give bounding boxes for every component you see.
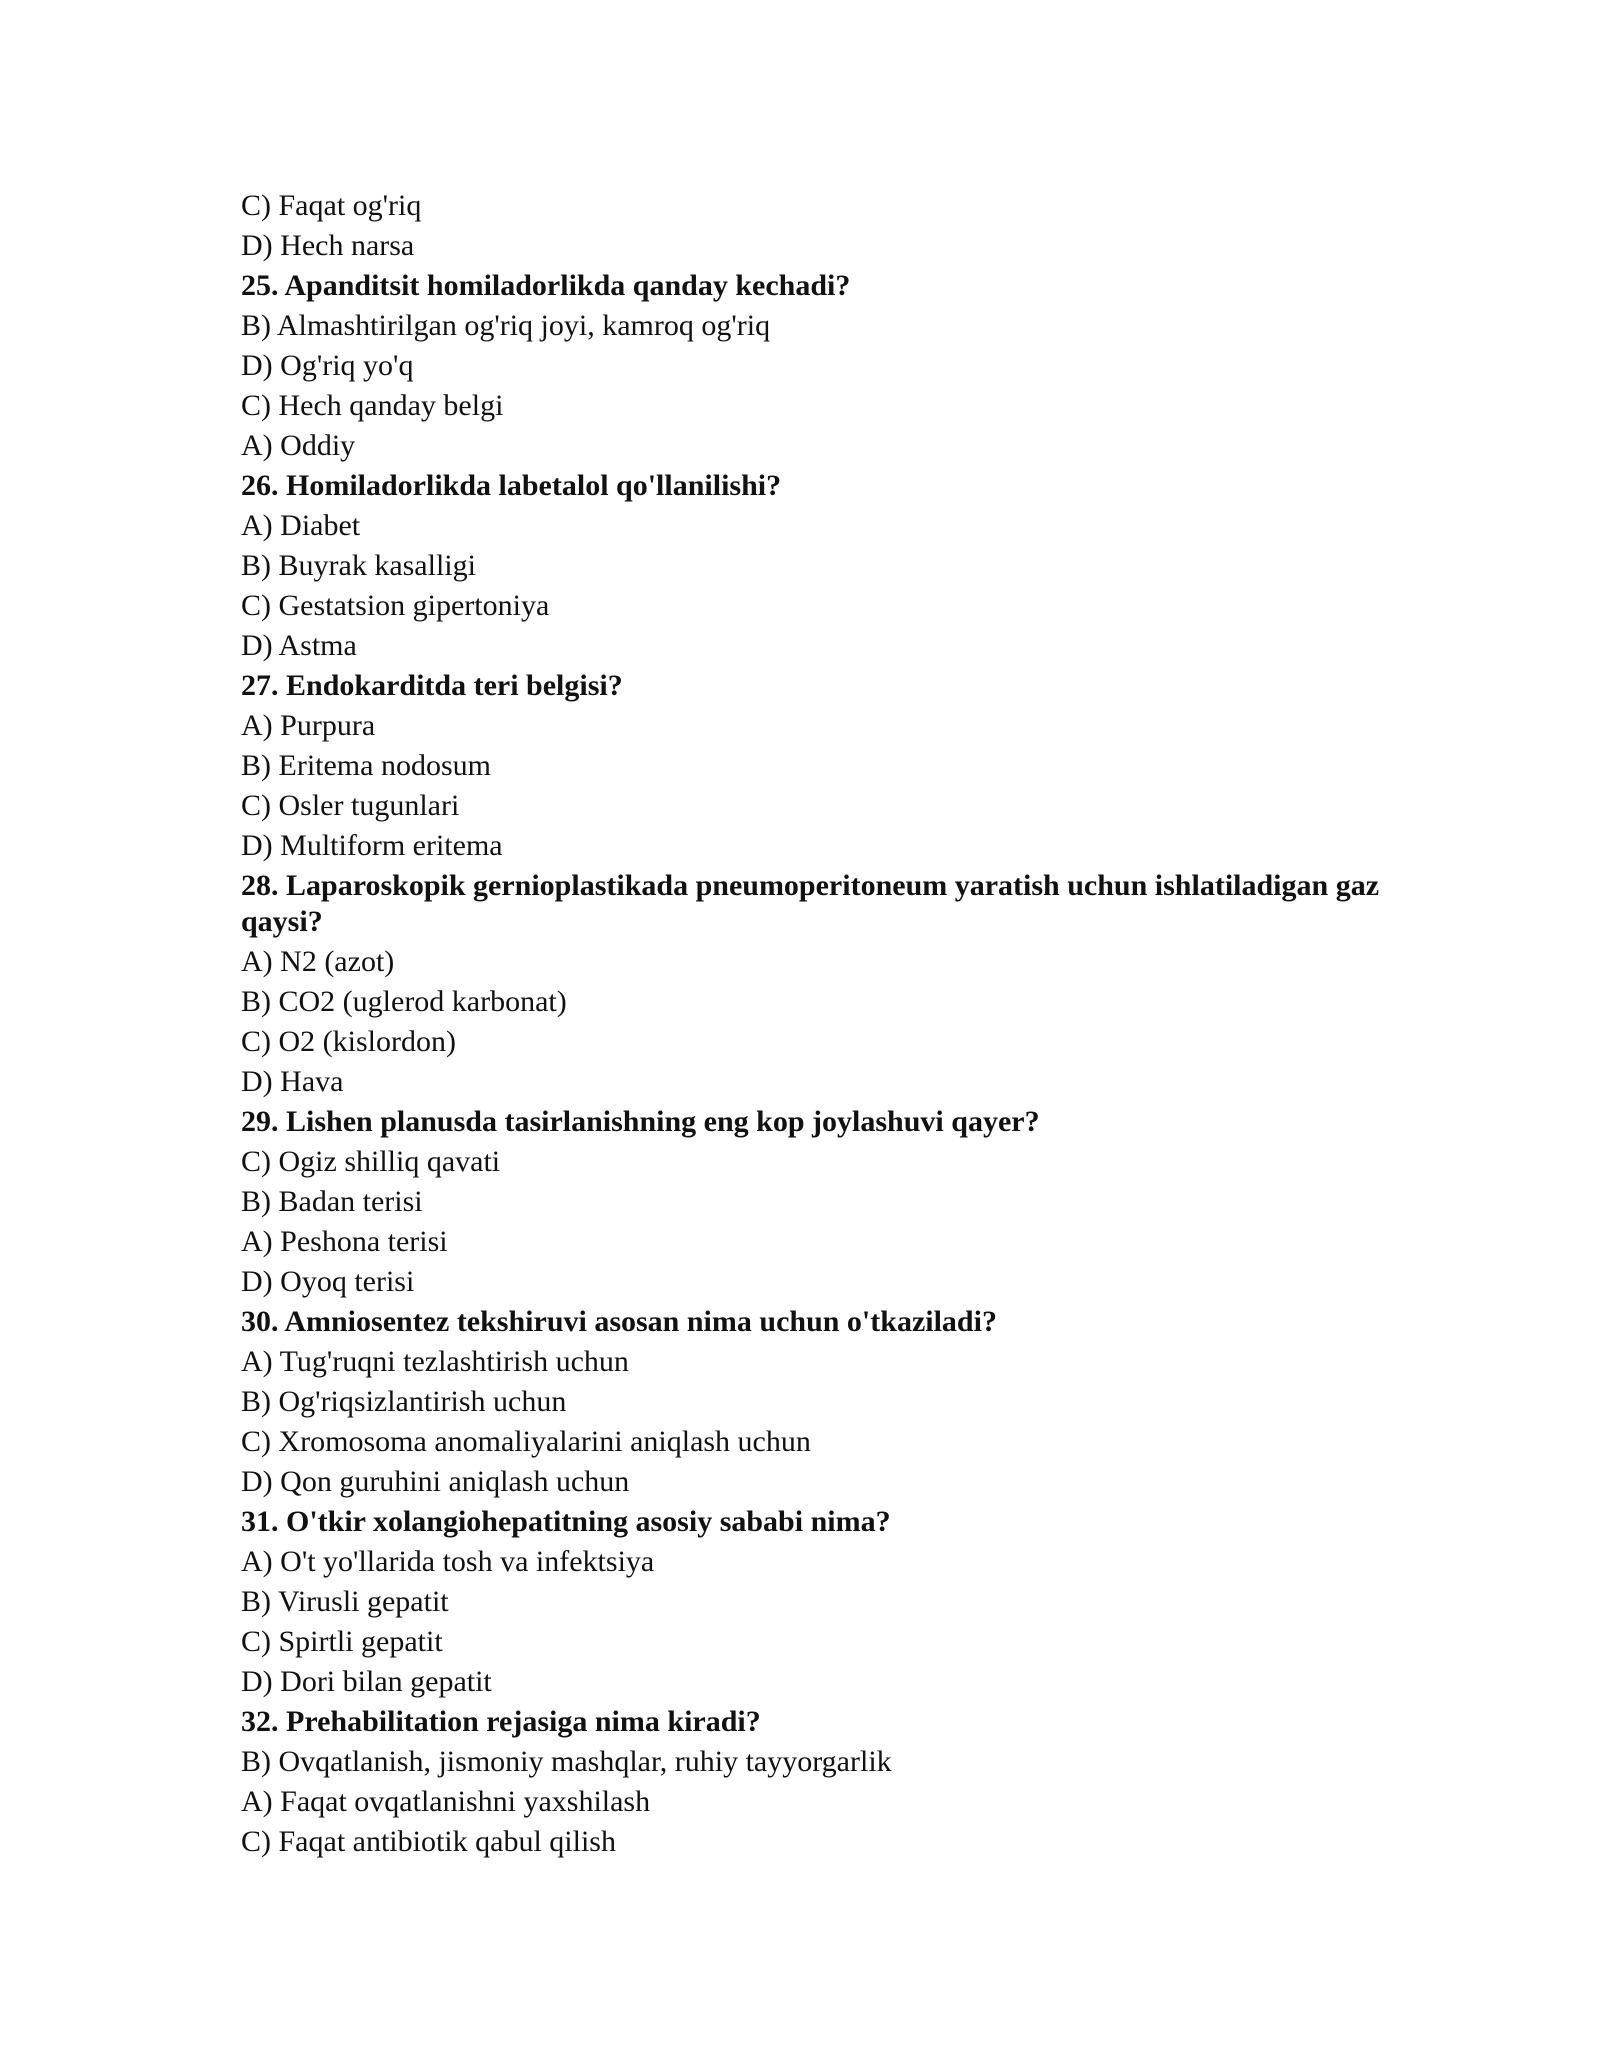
quiz-content (241, 186, 1401, 1862)
question-heading: 29. Lishen planusda tasirlanishning eng kop joylashuvi qayer? (241, 1105, 1040, 1138)
answer-option: C) Hech qanday belgi (241, 389, 504, 422)
answer-option: A) Diabet (241, 509, 361, 542)
answer-option: D) Dori bilan gepatit (241, 1665, 492, 1698)
answer-option: A) Tug'ruqni tezlashtirish uchun (241, 1345, 629, 1378)
answer-option: B) Badan terisi (241, 1185, 423, 1218)
question-heading: 32. Prehabilitation rejasiga nima kiradi? (241, 1705, 761, 1738)
question-heading: 26. Homiladorlikda labetalol qo'llanilishi? (241, 469, 782, 502)
answer-option: C) O2 (kislordon) (241, 1025, 456, 1058)
answer-option: C) Osler tugunlari (241, 789, 460, 822)
answer-option: B) Og'riqsizlantirish uchun (241, 1385, 567, 1418)
answer-option: A) O't yo'llarida tosh va infektsiya (241, 1545, 655, 1578)
answer-option: B) Ovqatlanish, jismoniy mashqlar, ruhiy tayyorgarlik (241, 1745, 892, 1778)
answer-option: C) Faqat antibiotik qabul qilish (241, 1825, 616, 1858)
answer-option: D) Hech narsa (241, 229, 415, 262)
answer-option: C) Faqat og'riq (241, 189, 422, 222)
answer-option: B) Buyrak kasalligi (241, 549, 476, 582)
answer-option: D) Og'riq yo'q (241, 349, 414, 382)
answer-option: A) N2 (azot) (241, 945, 395, 978)
question-heading: 27. Endokarditda teri belgisi? (241, 669, 623, 702)
answer-option: C) Xromosoma anomaliyalarini aniqlash uchun (241, 1425, 811, 1458)
answer-option: A) Oddiy (241, 429, 356, 462)
question-heading: 28. Laparoskopik gernioplastikada pneumoperitoneum yaratish uchun ishlatiladigan gaz qaysi? (241, 869, 1380, 938)
answer-option: C) Spirtli gepatit (241, 1625, 443, 1658)
answer-option: C) Ogiz shilliq qavati (241, 1145, 501, 1178)
answer-option: D) Qon guruhini aniqlash uchun (241, 1465, 630, 1498)
question-heading: 31. O'tkir xolangiohepatitning asosiy sababi nima? (241, 1505, 891, 1538)
answer-option: B) Virusli gepatit (241, 1585, 449, 1618)
answer-option: D) Astma (241, 629, 357, 662)
answer-option: D) Oyoq terisi (241, 1265, 415, 1298)
answer-option: A) Purpura (241, 709, 376, 742)
question-heading: 25. Apanditsit homiladorlikda qanday kechadi? (241, 269, 851, 302)
answer-option: A) Peshona terisi (241, 1225, 448, 1258)
answer-option: B) Almashtirilgan og'riq joyi, kamroq og'riq (241, 309, 771, 342)
answer-option: D) Hava (241, 1065, 344, 1098)
answer-option: C) Gestatsion gipertoniya (241, 589, 550, 622)
answer-option: B) Eritema nodosum (241, 749, 491, 782)
question-heading: 30. Amniosentez tekshiruvi asosan nima uchun o'tkaziladi? (241, 1305, 997, 1338)
answer-option: A) Faqat ovqatlanishni yaxshilash (241, 1785, 651, 1818)
answer-option: D) Multiform eritema (241, 829, 503, 862)
answer-option: B) CO2 (uglerod karbonat) (241, 985, 567, 1018)
